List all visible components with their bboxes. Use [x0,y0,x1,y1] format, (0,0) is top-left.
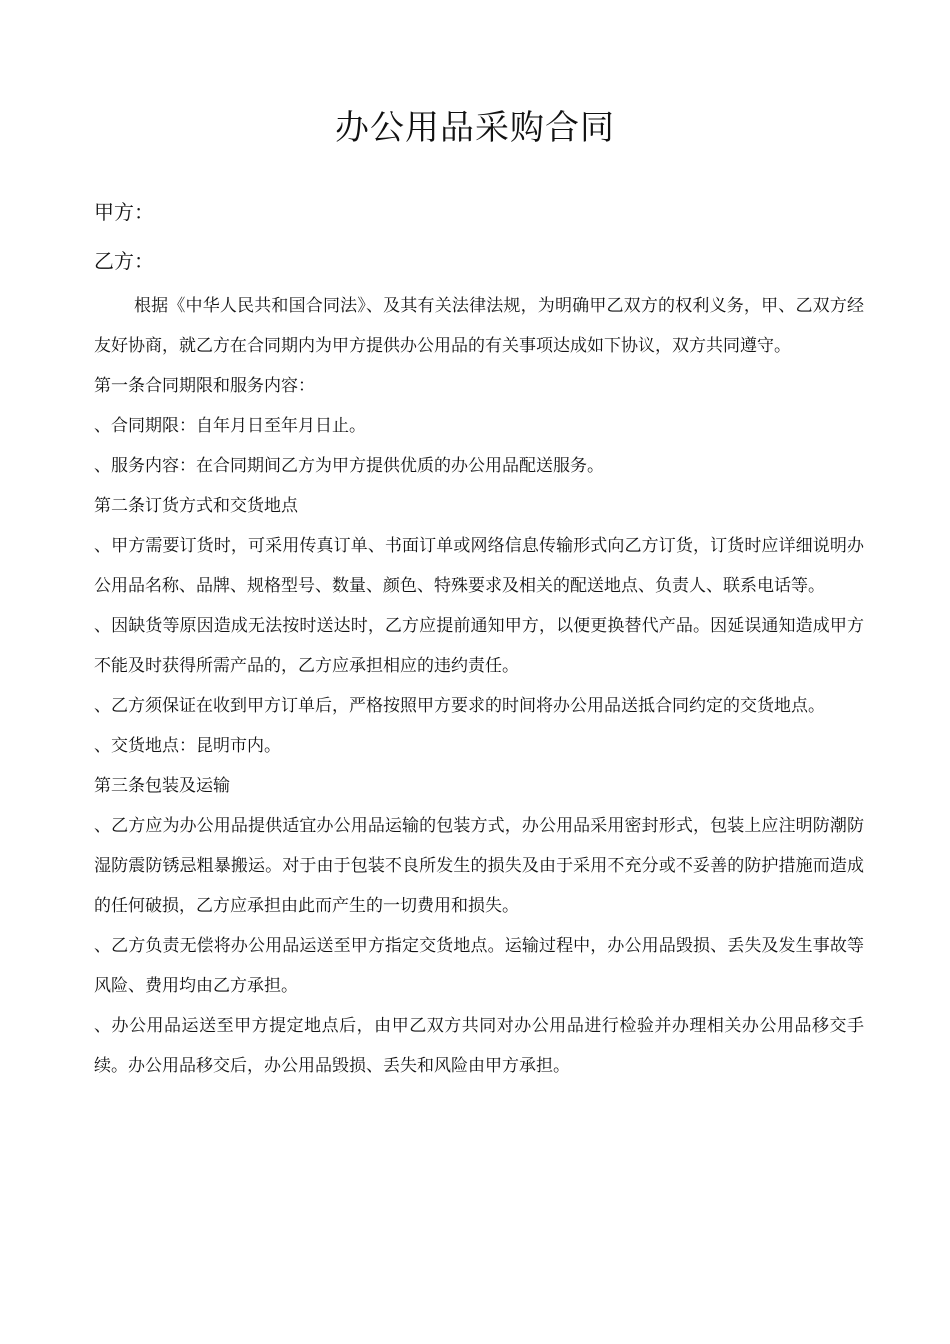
article-2-item: 、交货地点：昆明市内。 [94,736,281,756]
article-3-item: 、办公用品运送至甲方提定地点后，由甲乙双方共同对办公用品进行检验并办理相关办公用品移交手续。办公用品移交后，办公用品毁损、丢失和风险由甲方承担。 [94,1016,864,1076]
intro-paragraph: 根据《中华人民共和国合同法》、及其有关法律法规，为明确甲乙双方的权利义务，甲、乙双方经友好协商，就乙方在合同期内为甲方提供办公用品的有关事项达成如下协议，双方共同遵守。 [94,296,864,356]
article-3-item: 、乙方负责无偿将办公用品运送至甲方指定交货地点。运输过程中，办公用品毁损、丢失及发生事故等风险、费用均由乙方承担。 [94,936,864,996]
article-3-item: 、乙方应为办公用品提供适宜办公用品运输的包装方式，办公用品采用密封形式，包装上应注明防潮防湿防震防锈忌粗暴搬运。对于由于包装不良所发生的损失及由于采用不充分或不妥善的防护措施而造成的任何破损，乙方应承担由此而产生的一切费用和损失。 [94,816,864,916]
article-2-item: 、因缺货等原因造成无法按时送达时，乙方应提前通知甲方，以便更换替代产品。因延误通知造成甲方不能及时获得所需产品的，乙方应承担相应的违约责任。 [94,616,864,676]
document-title: 办公用品采购合同 [335,108,615,148]
article-2-item: 、乙方须保证在收到甲方订单后，严格按照甲方要求的时间将办公用品送抵合同约定的交货地点。 [94,696,825,716]
article-2-heading: 第二条订货方式和交货地点 [94,496,298,516]
article-1-item: 、合同期限：自年月日至年月日止。 [94,416,366,436]
article-2-item: 、甲方需要订货时，可采用传真订单、书面订单或网络信息传输形式向乙方订货，订货时应详细说明办公用品名称、品牌、规格型号、数量、颜色、特殊要求及相关的配送地点、负责人、联系电话等。 [94,536,864,596]
article-1-item: 、服务内容：在合同期间乙方为甲方提供优质的办公用品配送服务。 [94,456,604,476]
party-a-label: 甲方： [94,200,154,224]
article-1-heading: 第一条合同期限和服务内容： [94,376,315,396]
party-b-label: 乙方： [94,249,154,273]
article-3-heading: 第三条包装及运输 [94,776,230,796]
contract-body [94,286,864,1086]
